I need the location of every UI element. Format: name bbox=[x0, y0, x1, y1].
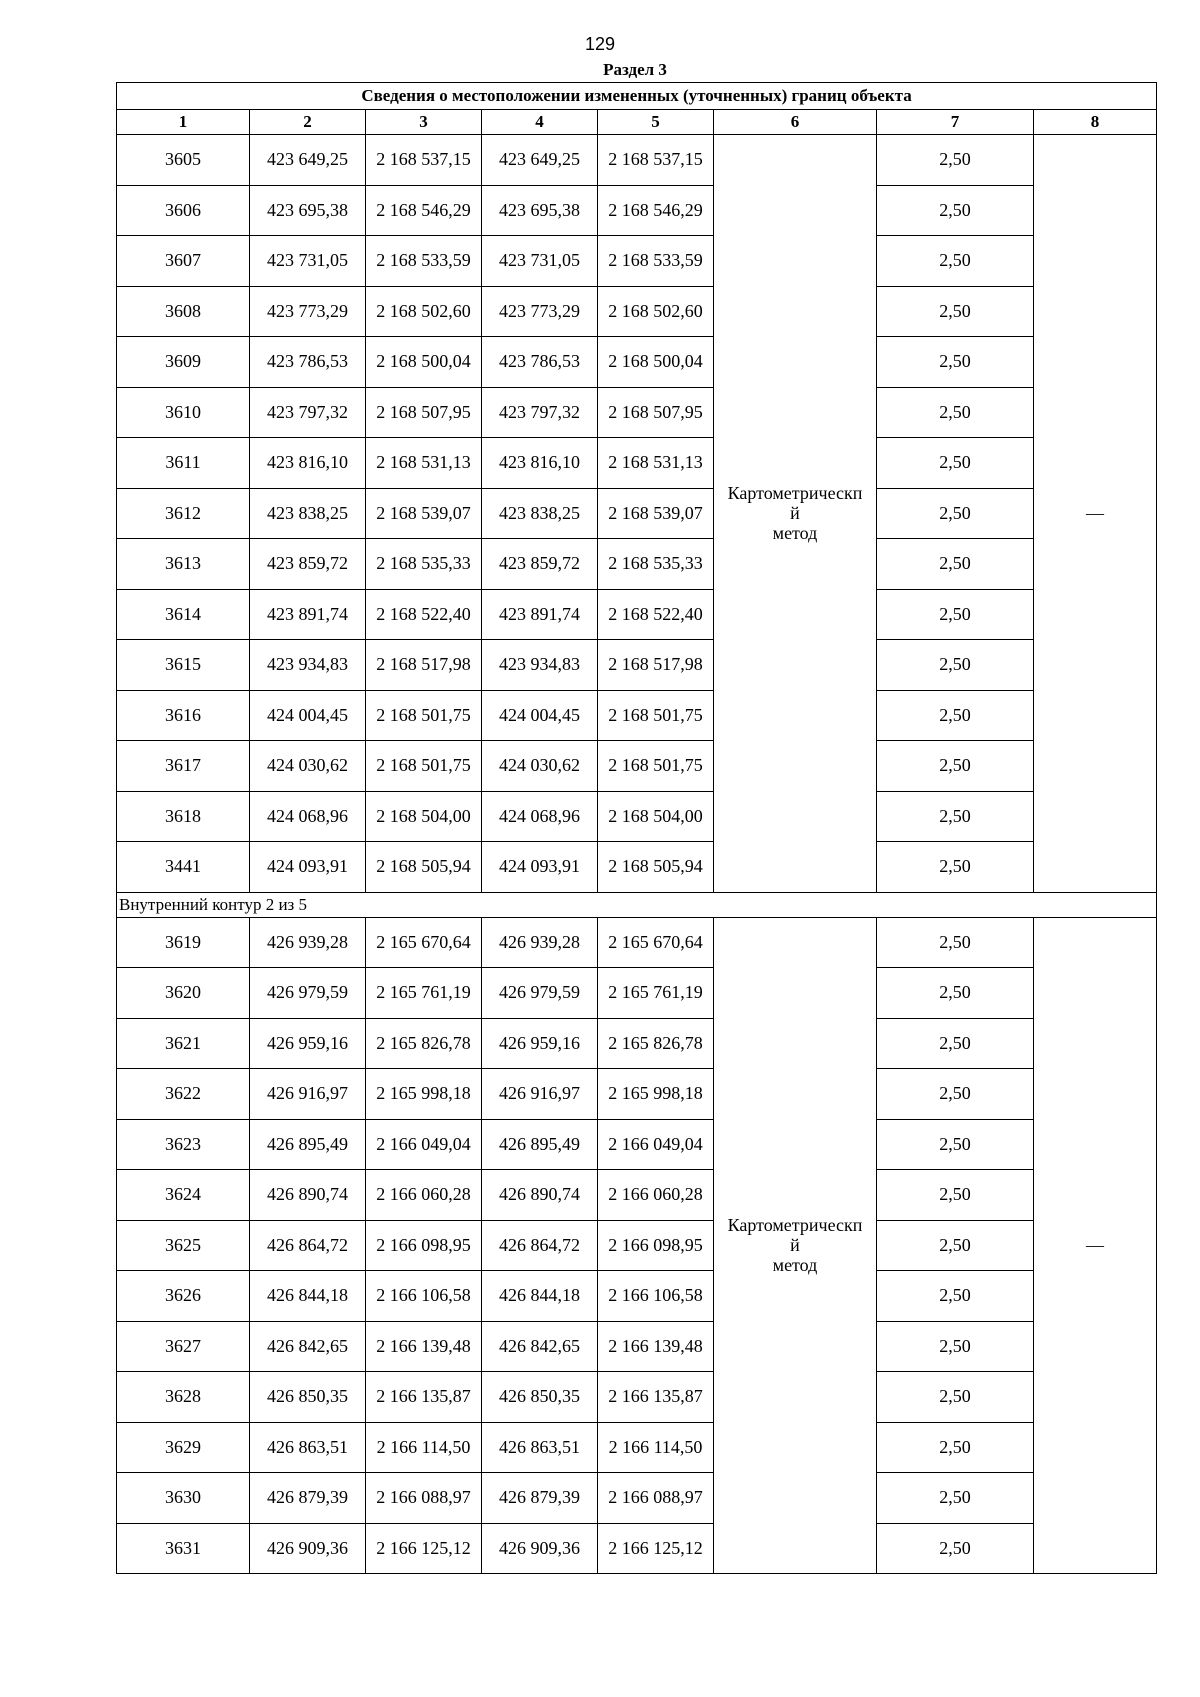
accuracy-cell: 2,50 bbox=[877, 741, 1034, 792]
x-new-cell: 426 890,74 bbox=[482, 1170, 598, 1221]
accuracy-cell: 2,50 bbox=[877, 135, 1034, 186]
y-new-cell: 2 168 546,29 bbox=[598, 185, 714, 236]
y-old-cell: 2 168 535,33 bbox=[366, 539, 482, 590]
column-header-6: 6 bbox=[714, 110, 877, 135]
table-row bbox=[117, 1271, 1157, 1322]
y-new-cell: 2 168 539,07 bbox=[598, 488, 714, 539]
y-new-cell: 2 168 501,75 bbox=[598, 741, 714, 792]
x-new-cell: 423 838,25 bbox=[482, 488, 598, 539]
point-number-cell: 3610 bbox=[117, 387, 250, 438]
point-number-cell: 3616 bbox=[117, 690, 250, 741]
column-header-3: 3 bbox=[366, 110, 482, 135]
x-new-cell: 423 773,29 bbox=[482, 286, 598, 337]
y-new-cell: 2 166 135,87 bbox=[598, 1372, 714, 1423]
x-old-cell: 423 649,25 bbox=[250, 135, 366, 186]
accuracy-cell: 2,50 bbox=[877, 438, 1034, 489]
method-cell bbox=[714, 917, 877, 1574]
x-old-cell: 426 909,36 bbox=[250, 1523, 366, 1574]
y-old-cell: 2 166 139,48 bbox=[366, 1321, 482, 1372]
x-old-cell: 423 731,05 bbox=[250, 236, 366, 287]
y-new-cell: 2 168 500,04 bbox=[598, 337, 714, 388]
y-old-cell: 2 166 125,12 bbox=[366, 1523, 482, 1574]
table-row bbox=[117, 185, 1157, 236]
accuracy-cell: 2,50 bbox=[877, 387, 1034, 438]
accuracy-cell: 2,50 bbox=[877, 589, 1034, 640]
point-number-cell: 3631 bbox=[117, 1523, 250, 1574]
y-new-cell: 2 168 507,95 bbox=[598, 387, 714, 438]
method-text: Картометрическп bbox=[727, 1215, 863, 1236]
y-old-cell: 2 166 060,28 bbox=[366, 1170, 482, 1221]
x-new-cell: 426 850,35 bbox=[482, 1372, 598, 1423]
table-body bbox=[117, 135, 1157, 1574]
table-row bbox=[117, 589, 1157, 640]
x-old-cell: 423 891,74 bbox=[250, 589, 366, 640]
column-header-row bbox=[117, 110, 1157, 135]
y-new-cell: 2 166 060,28 bbox=[598, 1170, 714, 1221]
x-old-cell: 424 004,45 bbox=[250, 690, 366, 741]
method-text: Картометрическп bbox=[727, 483, 863, 504]
y-old-cell: 2 168 533,59 bbox=[366, 236, 482, 287]
x-new-cell: 426 959,16 bbox=[482, 1018, 598, 1069]
table-row bbox=[117, 741, 1157, 792]
point-number-cell: 3620 bbox=[117, 968, 250, 1019]
x-new-cell: 423 891,74 bbox=[482, 589, 598, 640]
table-row bbox=[117, 488, 1157, 539]
y-old-cell: 2 168 501,75 bbox=[366, 690, 482, 741]
x-new-cell: 426 863,51 bbox=[482, 1422, 598, 1473]
point-number-cell: 3626 bbox=[117, 1271, 250, 1322]
y-new-cell: 2 168 522,40 bbox=[598, 589, 714, 640]
y-new-cell: 2 166 139,48 bbox=[598, 1321, 714, 1372]
point-number-cell: 3628 bbox=[117, 1372, 250, 1423]
x-new-cell: 426 844,18 bbox=[482, 1271, 598, 1322]
accuracy-cell: 2,50 bbox=[877, 1473, 1034, 1524]
y-old-cell: 2 165 670,64 bbox=[366, 917, 482, 968]
table-row bbox=[117, 387, 1157, 438]
table-row bbox=[117, 286, 1157, 337]
accuracy-cell: 2,50 bbox=[877, 539, 1034, 590]
accuracy-cell: 2,50 bbox=[877, 1271, 1034, 1322]
point-number-cell: 3617 bbox=[117, 741, 250, 792]
x-new-cell: 426 895,49 bbox=[482, 1119, 598, 1170]
y-old-cell: 2 166 098,95 bbox=[366, 1220, 482, 1271]
x-new-cell: 423 859,72 bbox=[482, 539, 598, 590]
y-old-cell: 2 168 517,98 bbox=[366, 640, 482, 691]
accuracy-cell: 2,50 bbox=[877, 286, 1034, 337]
point-number-cell: 3629 bbox=[117, 1422, 250, 1473]
y-old-cell: 2 165 826,78 bbox=[366, 1018, 482, 1069]
col8-cell: — bbox=[1034, 917, 1157, 1574]
method-text: метод bbox=[772, 523, 818, 544]
table-row bbox=[117, 1119, 1157, 1170]
column-header-1: 1 bbox=[117, 110, 250, 135]
point-number-cell: 3605 bbox=[117, 135, 250, 186]
method-text: метод bbox=[772, 1255, 818, 1276]
y-old-cell: 2 168 539,07 bbox=[366, 488, 482, 539]
point-number-cell: 3606 bbox=[117, 185, 250, 236]
y-new-cell: 2 168 535,33 bbox=[598, 539, 714, 590]
x-old-cell: 424 093,91 bbox=[250, 842, 366, 893]
accuracy-cell: 2,50 bbox=[877, 842, 1034, 893]
table-row bbox=[117, 539, 1157, 590]
point-number-cell: 3608 bbox=[117, 286, 250, 337]
point-number-cell: 3613 bbox=[117, 539, 250, 590]
y-new-cell: 2 165 826,78 bbox=[598, 1018, 714, 1069]
accuracy-cell: 2,50 bbox=[877, 488, 1034, 539]
point-number-cell: 3612 bbox=[117, 488, 250, 539]
y-old-cell: 2 168 546,29 bbox=[366, 185, 482, 236]
table-row bbox=[117, 1220, 1157, 1271]
x-old-cell: 426 895,49 bbox=[250, 1119, 366, 1170]
point-number-cell: 3615 bbox=[117, 640, 250, 691]
y-new-cell: 2 168 502,60 bbox=[598, 286, 714, 337]
y-old-cell: 2 166 088,97 bbox=[366, 1473, 482, 1524]
x-old-cell: 426 864,72 bbox=[250, 1220, 366, 1271]
x-old-cell: 426 916,97 bbox=[250, 1069, 366, 1120]
accuracy-cell: 2,50 bbox=[877, 1523, 1034, 1574]
point-number-cell: 3630 bbox=[117, 1473, 250, 1524]
y-new-cell: 2 165 761,19 bbox=[598, 968, 714, 1019]
x-new-cell: 426 842,65 bbox=[482, 1321, 598, 1372]
accuracy-cell: 2,50 bbox=[877, 337, 1034, 388]
column-header-8: 8 bbox=[1034, 110, 1157, 135]
table-row bbox=[117, 917, 1157, 968]
y-old-cell: 2 168 507,95 bbox=[366, 387, 482, 438]
point-number-cell: 3619 bbox=[117, 917, 250, 968]
x-old-cell: 426 890,74 bbox=[250, 1170, 366, 1221]
y-old-cell: 2 168 501,75 bbox=[366, 741, 482, 792]
accuracy-cell: 2,50 bbox=[877, 1069, 1034, 1120]
y-new-cell: 2 168 537,15 bbox=[598, 135, 714, 186]
x-old-cell: 423 816,10 bbox=[250, 438, 366, 489]
column-header-7: 7 bbox=[877, 110, 1034, 135]
accuracy-cell: 2,50 bbox=[877, 791, 1034, 842]
x-old-cell: 426 879,39 bbox=[250, 1473, 366, 1524]
x-old-cell: 423 695,38 bbox=[250, 185, 366, 236]
x-old-cell: 426 939,28 bbox=[250, 917, 366, 968]
table-row bbox=[117, 1422, 1157, 1473]
y-old-cell: 2 168 522,40 bbox=[366, 589, 482, 640]
y-old-cell: 2 165 998,18 bbox=[366, 1069, 482, 1120]
y-new-cell: 2 166 125,12 bbox=[598, 1523, 714, 1574]
table-row bbox=[117, 1473, 1157, 1524]
x-new-cell: 424 093,91 bbox=[482, 842, 598, 893]
x-new-cell: 424 004,45 bbox=[482, 690, 598, 741]
page-number: 129 bbox=[584, 34, 616, 54]
x-old-cell: 423 859,72 bbox=[250, 539, 366, 590]
x-new-cell: 426 979,59 bbox=[482, 968, 598, 1019]
x-old-cell: 426 844,18 bbox=[250, 1271, 366, 1322]
accuracy-cell: 2,50 bbox=[877, 185, 1034, 236]
point-number-cell: 3624 bbox=[117, 1170, 250, 1221]
x-new-cell: 424 068,96 bbox=[482, 791, 598, 842]
y-new-cell: 2 168 504,00 bbox=[598, 791, 714, 842]
table-row bbox=[117, 1069, 1157, 1120]
x-new-cell: 423 816,10 bbox=[482, 438, 598, 489]
x-new-cell: 423 934,83 bbox=[482, 640, 598, 691]
y-old-cell: 2 165 761,19 bbox=[366, 968, 482, 1019]
table-row bbox=[117, 337, 1157, 388]
y-new-cell: 2 168 505,94 bbox=[598, 842, 714, 893]
x-old-cell: 423 773,29 bbox=[250, 286, 366, 337]
y-old-cell: 2 166 114,50 bbox=[366, 1422, 482, 1473]
point-number-cell: 3622 bbox=[117, 1069, 250, 1120]
x-new-cell: 424 030,62 bbox=[482, 741, 598, 792]
x-old-cell: 426 979,59 bbox=[250, 968, 366, 1019]
column-header-2: 2 bbox=[250, 110, 366, 135]
point-number-cell: 3611 bbox=[117, 438, 250, 489]
y-old-cell: 2 166 106,58 bbox=[366, 1271, 482, 1322]
method-cell bbox=[714, 135, 877, 893]
table-title: Сведения о местоположении измененных (уточненных) границ объекта bbox=[117, 83, 1157, 110]
table-row bbox=[117, 135, 1157, 186]
contour-label: Внутренний контур 2 из 5 bbox=[117, 892, 1157, 917]
accuracy-cell: 2,50 bbox=[877, 690, 1034, 741]
accuracy-cell: 2,50 bbox=[877, 1372, 1034, 1423]
accuracy-cell: 2,50 bbox=[877, 1220, 1034, 1271]
x-old-cell: 426 850,35 bbox=[250, 1372, 366, 1423]
accuracy-cell: 2,50 bbox=[877, 1119, 1034, 1170]
y-old-cell: 2 168 500,04 bbox=[366, 337, 482, 388]
point-number-cell: 3607 bbox=[117, 236, 250, 287]
accuracy-cell: 2,50 bbox=[877, 1018, 1034, 1069]
accuracy-cell: 2,50 bbox=[877, 917, 1034, 968]
accuracy-cell: 2,50 bbox=[877, 968, 1034, 1019]
x-old-cell: 423 838,25 bbox=[250, 488, 366, 539]
x-new-cell: 426 909,36 bbox=[482, 1523, 598, 1574]
x-new-cell: 423 731,05 bbox=[482, 236, 598, 287]
y-new-cell: 2 165 998,18 bbox=[598, 1069, 714, 1120]
accuracy-cell: 2,50 bbox=[877, 1170, 1034, 1221]
x-old-cell: 424 068,96 bbox=[250, 791, 366, 842]
y-old-cell: 2 168 537,15 bbox=[366, 135, 482, 186]
y-new-cell: 2 166 088,97 bbox=[598, 1473, 714, 1524]
column-header-4: 4 bbox=[482, 110, 598, 135]
x-old-cell: 424 030,62 bbox=[250, 741, 366, 792]
accuracy-cell: 2,50 bbox=[877, 640, 1034, 691]
table-row bbox=[117, 1372, 1157, 1423]
y-new-cell: 2 166 049,04 bbox=[598, 1119, 714, 1170]
x-new-cell: 426 879,39 bbox=[482, 1473, 598, 1524]
y-old-cell: 2 166 049,04 bbox=[366, 1119, 482, 1170]
table-row bbox=[117, 791, 1157, 842]
y-new-cell: 2 168 533,59 bbox=[598, 236, 714, 287]
y-new-cell: 2 166 098,95 bbox=[598, 1220, 714, 1271]
accuracy-cell: 2,50 bbox=[877, 1422, 1034, 1473]
x-new-cell: 423 649,25 bbox=[482, 135, 598, 186]
method-text: й bbox=[790, 1235, 800, 1256]
table-row bbox=[117, 842, 1157, 893]
table-row bbox=[117, 438, 1157, 489]
method-text: й bbox=[790, 503, 800, 524]
point-number-cell: 3627 bbox=[117, 1321, 250, 1372]
point-number-cell: 3609 bbox=[117, 337, 250, 388]
x-new-cell: 426 864,72 bbox=[482, 1220, 598, 1271]
x-old-cell: 423 786,53 bbox=[250, 337, 366, 388]
y-old-cell: 2 168 531,13 bbox=[366, 438, 482, 489]
coordinates-table bbox=[116, 82, 1157, 1574]
table-row bbox=[117, 1018, 1157, 1069]
table-row bbox=[117, 690, 1157, 741]
contour-row bbox=[117, 892, 1157, 917]
point-number-cell: 3614 bbox=[117, 589, 250, 640]
y-old-cell: 2 166 135,87 bbox=[366, 1372, 482, 1423]
y-new-cell: 2 168 531,13 bbox=[598, 438, 714, 489]
point-number-cell: 3441 bbox=[117, 842, 250, 893]
col8-cell: — bbox=[1034, 135, 1157, 893]
y-new-cell: 2 165 670,64 bbox=[598, 917, 714, 968]
table-row bbox=[117, 1321, 1157, 1372]
table-row bbox=[117, 1170, 1157, 1221]
y-old-cell: 2 168 504,00 bbox=[366, 791, 482, 842]
accuracy-cell: 2,50 bbox=[877, 236, 1034, 287]
x-new-cell: 426 939,28 bbox=[482, 917, 598, 968]
section-title: Раздел 3 bbox=[603, 60, 667, 79]
x-new-cell: 423 797,32 bbox=[482, 387, 598, 438]
x-old-cell: 423 934,83 bbox=[250, 640, 366, 691]
table-row bbox=[117, 1523, 1157, 1574]
x-new-cell: 423 786,53 bbox=[482, 337, 598, 388]
table-row bbox=[117, 968, 1157, 1019]
y-new-cell: 2 168 517,98 bbox=[598, 640, 714, 691]
x-old-cell: 426 959,16 bbox=[250, 1018, 366, 1069]
x-new-cell: 426 916,97 bbox=[482, 1069, 598, 1120]
x-new-cell: 423 695,38 bbox=[482, 185, 598, 236]
table-row bbox=[117, 236, 1157, 287]
point-number-cell: 3623 bbox=[117, 1119, 250, 1170]
accuracy-cell: 2,50 bbox=[877, 1321, 1034, 1372]
y-new-cell: 2 168 501,75 bbox=[598, 690, 714, 741]
x-old-cell: 426 863,51 bbox=[250, 1422, 366, 1473]
point-number-cell: 3621 bbox=[117, 1018, 250, 1069]
table-row bbox=[117, 640, 1157, 691]
y-new-cell: 2 166 114,50 bbox=[598, 1422, 714, 1473]
point-number-cell: 3625 bbox=[117, 1220, 250, 1271]
y-new-cell: 2 166 106,58 bbox=[598, 1271, 714, 1322]
column-header-5: 5 bbox=[598, 110, 714, 135]
y-old-cell: 2 168 502,60 bbox=[366, 286, 482, 337]
point-number-cell: 3618 bbox=[117, 791, 250, 842]
x-old-cell: 426 842,65 bbox=[250, 1321, 366, 1372]
y-old-cell: 2 168 505,94 bbox=[366, 842, 482, 893]
x-old-cell: 423 797,32 bbox=[250, 387, 366, 438]
